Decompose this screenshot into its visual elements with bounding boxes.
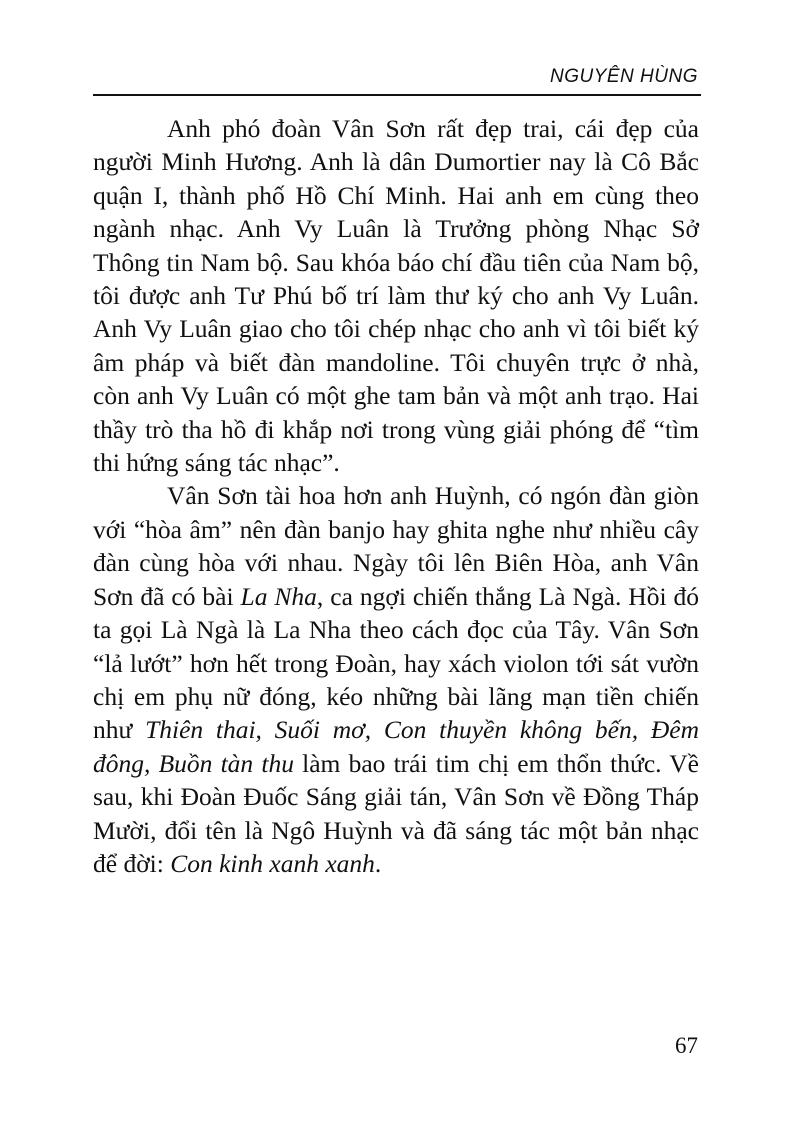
paragraph-2-part-a: Vân Sơn tài hoa hơn anh Huỳnh, có ngón đàn giòn với “hòa âm” nên đàn banjo hay ghita nghe như nhiều cây đàn cùng hòa với nhau. Ngày tôi lên Biên Hòa, anh Vân Sơn đã có bài — [93, 481, 699, 611]
body-text — [93, 112, 699, 880]
paragraph-1: Anh phó đoàn Vân Sơn rất đẹp trai, cái đẹp của người Minh Hương. Anh là dân Dumortier nay là Cô Bắc quận I, thành phố Hồ Chí Minh. Hai anh em cùng theo ngành nhạc. Anh Vy Luân là Trưởng phòng Nhạc Sở Thông tin Nam bộ. Sau khóa báo chí đầu tiên của Nam bộ, tôi được anh Tư Phú bố trí làm thư ký cho anh Vy Luân. Anh Vy Luân giao cho tôi chép nhạc cho anh vì tôi biết ký âm pháp và biết đàn mandoline. Tôi chuyên trực ở nhà, còn anh Vy Luân có một ghe tam bản và một anh trạo. Hai thầy trò tha hồ đi khắp nơi trong vùng giải phóng để “tìm thi hứng sáng tác nhạc”. — [93, 114, 699, 478]
song-title-la-nha: La Nha — [240, 581, 317, 611]
running-header: NGUYÊN HÙNG — [549, 66, 698, 87]
header-rule — [93, 94, 701, 96]
paragraph-2 — [93, 479, 699, 880]
song-title-con-kinh-xanh-xanh: Con kinh xanh xanh — [170, 848, 375, 878]
paragraph-2-end: . — [374, 848, 382, 878]
page-number: 67 — [675, 1033, 698, 1058]
paragraph-2-part-b: , ca ngợi chiến thắng Là Ngà. Hồi đó ta gọi Là Ngà là La Nha theo cách đọc của Tây. Vân Sơn “lả lướt” hơn hết trong Đoàn, hay xách violon tới sát vườn chị em phụ nữ đóng, kéo những bài lãng mạn tiền chiến như — [93, 581, 699, 745]
song-titles-list: Thiên thai, Suối mơ, Con thuyền không bến, Đêm đông, Buồn tàn thu — [93, 715, 699, 778]
paragraph-2-part-c: làm bao trái tim chị em thổn thức. Về sau, khi Đoàn Đuốc Sáng giải tán, Vân Sơn về Đồng Tháp Mười, đổi tên là Ngô Huỳnh và đã sáng tác một bản nhạc để đời: — [93, 748, 699, 878]
